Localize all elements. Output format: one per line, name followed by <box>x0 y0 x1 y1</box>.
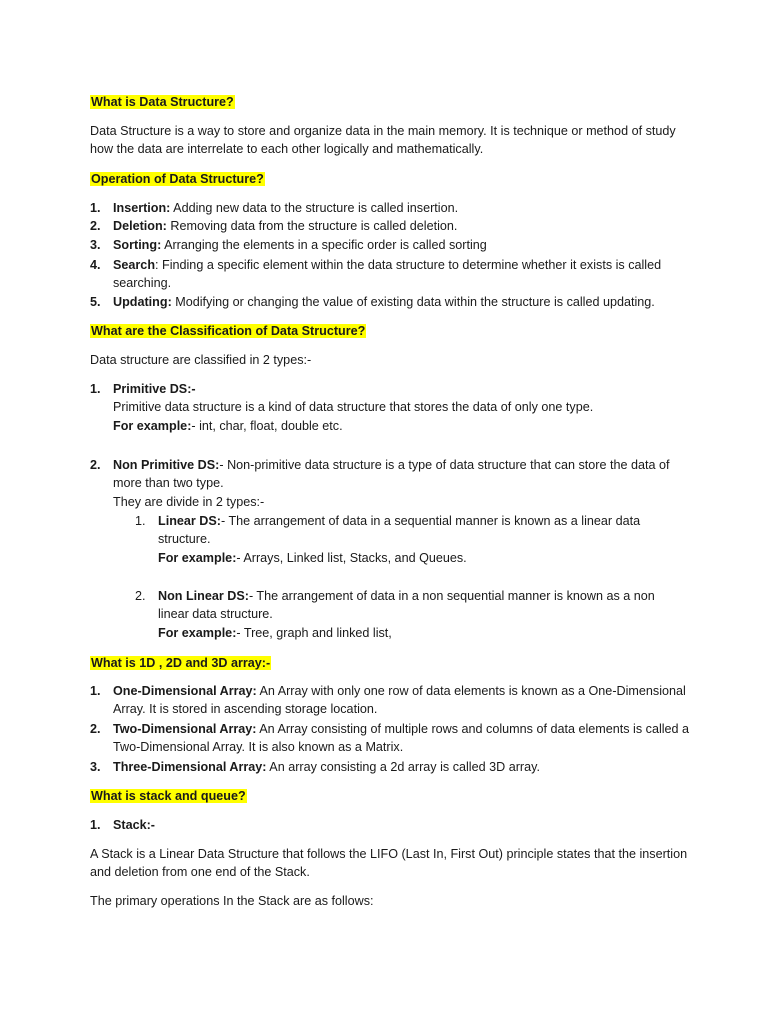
list-item <box>90 236 690 254</box>
primitive-desc: Primitive data structure is a kind of data structure that stores the data of only one type. <box>113 400 594 415</box>
example-label: For example: <box>158 550 237 565</box>
list-term: Updating: <box>113 295 172 309</box>
list-number: 1. <box>90 382 101 396</box>
nonlinear-desc: - The arrangement of data in a non sequential manner is known as a non linear data structure. <box>158 589 655 622</box>
heading-what-is-ds <box>90 93 690 111</box>
example-text: - int, char, float, double etc. <box>191 418 343 433</box>
list-desc: Adding new data to the structure is called insertion. <box>170 201 459 215</box>
list-desc: An Array with only one row of data elements is known as a One-Dimensional Array. It is stored in ascending storage location. <box>113 684 686 717</box>
stack-title: Stack:- <box>113 818 155 832</box>
heading-stack-queue <box>90 787 690 805</box>
list-number: 2. <box>90 458 101 472</box>
list-item <box>90 199 690 217</box>
list-number: 3. <box>90 760 101 774</box>
nonprimitive-ds-item <box>90 456 690 511</box>
list-desc: Arranging the elements in a specific order is called sorting <box>161 238 487 252</box>
nonlinear-title: Non Linear DS: <box>158 589 249 603</box>
heading-text: What is 1D , 2D and 3D array:- <box>91 656 271 670</box>
list-number: 5. <box>90 295 101 309</box>
list-number: 2. <box>135 589 146 603</box>
list-term: Insertion: <box>113 201 171 215</box>
list-item <box>90 720 690 757</box>
linear-desc: - The arrangement of data in a sequential manner is known as a linear data structure. <box>158 514 641 547</box>
list-desc: An array consisting a 2d array is called 3D array. <box>266 760 540 774</box>
example-label: For example: <box>113 418 192 433</box>
heading-text: What is stack and queue? <box>91 789 246 803</box>
list-number: 2. <box>90 722 101 736</box>
heading-arrays <box>90 654 690 672</box>
ds-definition-paragraph: Data Structure is a way to store and organize data in the main memory. It is technique or method of study how the data are interrelate to each other logically and mathematically. <box>90 124 676 157</box>
list-term: One-Dimensional Array: <box>113 684 257 698</box>
nonprimitive-title: Non Primitive DS: <box>113 458 220 472</box>
stack-operations-intro: The primary operations In the Stack are as follows: <box>90 894 374 908</box>
list-item <box>90 256 690 293</box>
nonprimitive-desc: - Non-primitive data structure is a type of data structure that can store the data of more than two type. <box>113 458 670 491</box>
linear-title: Linear DS: <box>158 514 221 528</box>
stack-item <box>90 816 690 834</box>
classification-intro: Data structure are classified in 2 types:- <box>90 353 312 367</box>
heading-operations <box>90 170 690 188</box>
list-term: Search <box>113 258 156 272</box>
list-term: Two-Dimensional Array: <box>113 722 257 736</box>
linear-ds-item <box>135 512 685 567</box>
list-term: Three-Dimensional Array: <box>113 760 267 774</box>
primitive-title: Primitive DS:- <box>113 382 196 396</box>
list-item <box>90 682 690 719</box>
list-term: Deletion: <box>113 219 167 233</box>
list-item <box>90 293 690 311</box>
list-desc: An Array consisting of multiple rows and columns of data elements is called a Two-Dimensional Array. It is also known as a Matrix. <box>113 722 690 755</box>
example-text: - Arrays, Linked list, Stacks, and Queues. <box>236 550 467 565</box>
primitive-example <box>113 417 690 435</box>
list-number: 1. <box>135 514 146 528</box>
list-number: 3. <box>90 238 101 252</box>
heading-classification <box>90 322 690 340</box>
list-desc: Removing data from the structure is called deletion. <box>166 219 458 233</box>
nonlinear-ds-item <box>135 587 685 642</box>
list-number: 2. <box>90 219 101 233</box>
list-desc: Modifying or changing the value of existing data within the structure is called updating. <box>171 295 655 309</box>
primitive-ds-item <box>90 380 690 435</box>
example-label: For example: <box>158 625 237 640</box>
list-desc: : Finding a specific element within the data structure to determine whether it exists is called searching. <box>113 258 662 291</box>
nonprimitive-divide-text: They are divide in 2 types:- <box>113 494 265 509</box>
heading-text: Operation of Data Structure? <box>91 172 264 186</box>
list-item <box>90 217 690 235</box>
list-number: 4. <box>90 258 101 272</box>
heading-text: What is Data Structure? <box>91 95 234 109</box>
list-item <box>90 758 690 776</box>
list-term: Sorting: <box>113 238 162 252</box>
example-text: - Tree, graph and linked list, <box>236 625 392 640</box>
list-number: 1. <box>90 201 101 215</box>
list-number: 1. <box>90 684 101 698</box>
list-number: 1. <box>90 818 101 832</box>
heading-text: What are the Classification of Data Structure? <box>91 324 366 338</box>
stack-definition-paragraph: A Stack is a Linear Data Structure that follows the LIFO (Last In, First Out) principle states that the insertion and deletion from one end of the Stack. <box>90 847 688 880</box>
